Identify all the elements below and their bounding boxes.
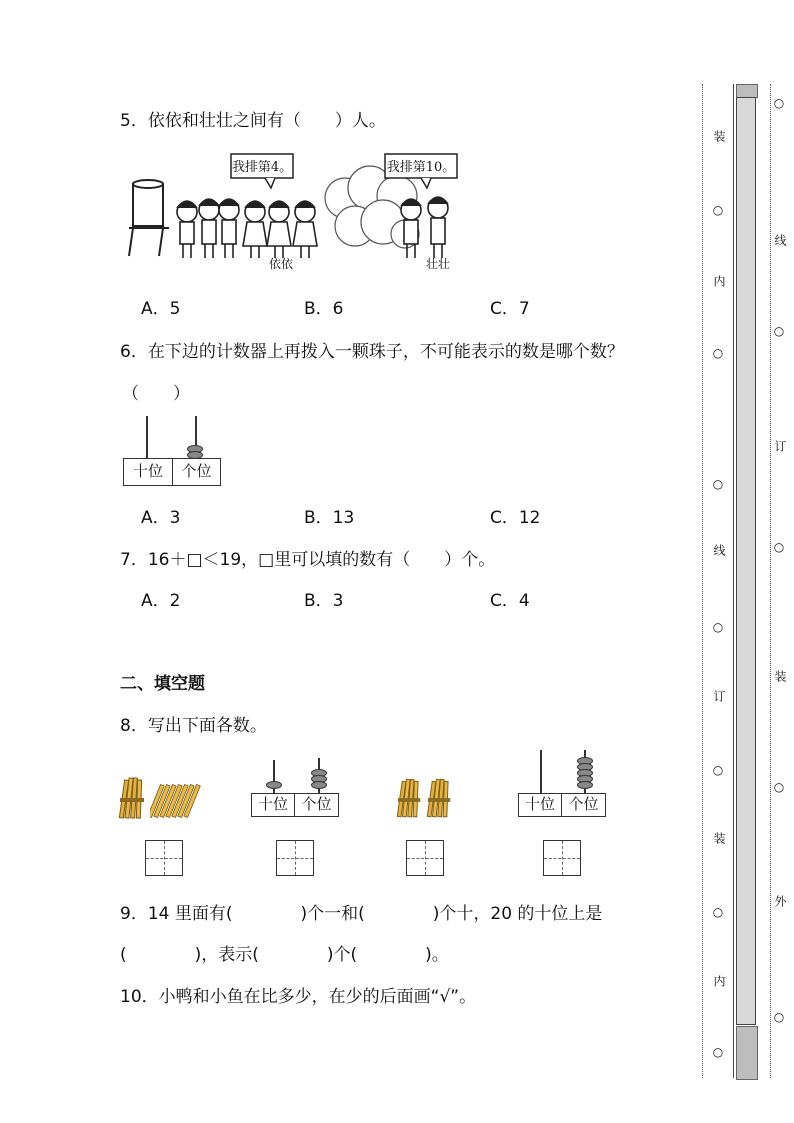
answer-box-4[interactable] bbox=[543, 840, 581, 876]
loose-sticks-icon bbox=[150, 782, 208, 820]
margin-label: 装 bbox=[712, 832, 726, 844]
margin-label: 装 bbox=[712, 130, 726, 142]
tens-label: 十位 bbox=[132, 462, 163, 480]
margin-circle: ○ bbox=[772, 540, 786, 554]
q6-blank: （ ） bbox=[122, 384, 190, 404]
margin-label: 线 bbox=[712, 544, 726, 556]
q10-text: 10．小鸭和小鱼在比多少，在少的后面画“√”。 bbox=[120, 987, 477, 1007]
q5-option-a: A．5 bbox=[141, 299, 181, 319]
q9-line-1: 9．14 里面有( )个一和( )个十，20 的十位上是 bbox=[120, 904, 603, 924]
ones-label: 个位 bbox=[561, 794, 605, 816]
margin-circle: ○ bbox=[711, 346, 725, 360]
water-dispenser-icon bbox=[129, 180, 169, 256]
margin-circle: ○ bbox=[711, 763, 725, 777]
q6-option-b: B．13 bbox=[304, 508, 355, 528]
bundle-of-sticks-icon bbox=[396, 776, 424, 824]
bubble-right-text: 我排第10。 bbox=[386, 160, 456, 175]
q6-option-a: A．3 bbox=[141, 508, 181, 528]
margin-label: 内 bbox=[712, 275, 726, 287]
answer-box-1[interactable] bbox=[145, 840, 183, 876]
margin-circle: ○ bbox=[711, 1045, 725, 1059]
margin-circle: ○ bbox=[772, 96, 786, 110]
q7-text: 7．16＋□＜19，□里可以填的数有（ ）个。 bbox=[120, 550, 496, 570]
margin-circle: ○ bbox=[772, 780, 786, 794]
tens-label: 十位 bbox=[257, 795, 288, 813]
bubble-left-text: 我排第4。 bbox=[231, 160, 293, 175]
q6-option-c: C．12 bbox=[490, 508, 541, 528]
q7-option-a: A．2 bbox=[141, 591, 181, 611]
margin-circle: ○ bbox=[711, 905, 725, 919]
q5-option-c: C．7 bbox=[490, 299, 530, 319]
margin-label: 订 bbox=[712, 690, 726, 702]
q8-text: 8．写出下面各数。 bbox=[120, 716, 267, 736]
margin-circle: ○ bbox=[772, 1010, 786, 1024]
margin-label: 外 bbox=[773, 895, 787, 907]
bundle-of-sticks-icon bbox=[118, 776, 148, 824]
q7-option-b: B．3 bbox=[304, 591, 344, 611]
name-left-text: 依依 bbox=[268, 257, 294, 271]
children-queue-illustration bbox=[125, 148, 465, 272]
q5-option-b: B．6 bbox=[304, 299, 344, 319]
q9-line-2: ( )，表示( )个( )。 bbox=[120, 945, 449, 965]
section-2-title: 二、填空题 bbox=[120, 674, 205, 694]
margin-label: 内 bbox=[712, 975, 726, 987]
answer-box-2[interactable] bbox=[276, 840, 314, 876]
ones-label: 个位 bbox=[172, 459, 220, 485]
margin-circle: ○ bbox=[711, 620, 725, 634]
margin-label: 订 bbox=[773, 440, 787, 452]
margin-circle: ○ bbox=[711, 203, 725, 217]
name-right-text: 壮壮 bbox=[425, 257, 451, 271]
margin-circle: ○ bbox=[772, 324, 786, 338]
ones-label: 个位 bbox=[294, 794, 338, 816]
q5-text: 5．依依和壮壮之间有（ ）人。 bbox=[120, 111, 386, 131]
q7-option-c: C．4 bbox=[490, 591, 530, 611]
bundle-of-sticks-icon bbox=[426, 776, 454, 824]
margin-label: 装 bbox=[773, 670, 787, 682]
tens-label: 十位 bbox=[524, 795, 555, 813]
margin-label: 线 bbox=[773, 234, 787, 246]
answer-box-3[interactable] bbox=[406, 840, 444, 876]
margin-circle: ○ bbox=[711, 477, 725, 491]
q6-text: 6．在下边的计数器上再拨入一颗珠子，不可能表示的数是哪个数？ bbox=[120, 342, 624, 362]
